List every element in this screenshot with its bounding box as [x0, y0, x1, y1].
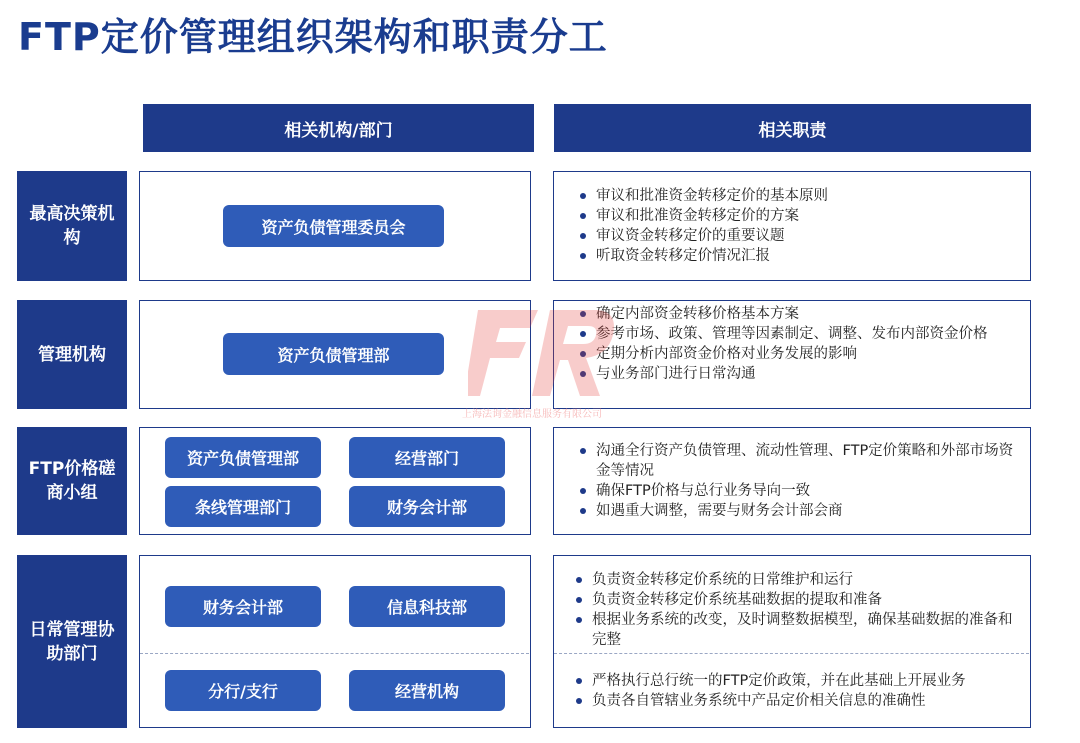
duty-list [576, 441, 1016, 521]
duty-item: 参考市场、政策、管理等因素制定、调整、发布内部资金价格 [576, 324, 1016, 344]
dept-alco: 资产负债管理委员会 [223, 205, 444, 247]
row-label-management [17, 300, 127, 409]
duty-list-a [572, 570, 1018, 650]
duty-item: 负责资金转移定价系统的日常维护和运行 [572, 570, 1018, 590]
duty-item: 听取资金转移定价情况汇报 [576, 246, 1016, 266]
duty-item: 审议和批准资金转移定价的方案 [576, 206, 1016, 226]
row-label-ftp-group [17, 427, 127, 535]
duty-item: 确保FTP价格与总行业务导向一致 [576, 481, 1016, 501]
row-label-text: FTP价格磋商小组 [28, 459, 116, 503]
page-title: FTP定价管理组织架构和职责分工 [18, 15, 608, 59]
duty-item: 与业务部门进行日常沟通 [576, 364, 1016, 384]
org-box-top-decision [139, 171, 531, 281]
duty-list [576, 304, 1016, 384]
duty-item: 负责各自管辖业务系统中产品定价相关信息的准确性 [572, 691, 1028, 711]
org-box-ftp-group [139, 427, 531, 535]
dept-alm: 资产负债管理部 [165, 437, 321, 478]
duty-item: 沟通全行资产负债管理、流动性管理、FTP定价策略和外部市场资金等情况 [576, 441, 1016, 481]
duty-item: 负责资金转移定价系统基础数据的提取和准备 [572, 590, 1018, 610]
duty-item: 审议和批准资金转移定价的基本原则 [576, 186, 1016, 206]
header-duty: 相关职责 [554, 104, 1031, 152]
dept-it: 信息科技部 [349, 586, 505, 627]
duty-item: 定期分析内部资金价格对业务发展的影响 [576, 344, 1016, 364]
row-label-daily-support [17, 555, 127, 728]
duty-box-daily-support [553, 555, 1031, 728]
duty-item: 确定内部资金转移价格基本方案 [576, 304, 1016, 324]
dept-line-management: 条线管理部门 [165, 486, 321, 527]
dept-business: 经营部门 [349, 437, 505, 478]
row-label-text: 最高决策机构 [29, 204, 115, 248]
duty-item: 审议资金转移定价的重要议题 [576, 226, 1016, 246]
row-label-text: 日常管理协助部门 [29, 619, 115, 664]
duty-box-management [553, 300, 1031, 409]
duty-item: 严格执行总行统一的FTP定价政策，并在此基础上开展业务 [572, 671, 1028, 691]
row-label-top-decision [17, 171, 127, 281]
divider [554, 653, 1029, 654]
dept-branch: 分行/支行 [165, 670, 321, 711]
duty-box-top-decision [553, 171, 1031, 281]
dept-finance: 财务会计部 [165, 586, 321, 627]
header-org: 相关机构/部门 [143, 104, 534, 152]
row-label-text: 管理机构 [38, 344, 106, 365]
duty-item: 根据业务系统的改变，及时调整数据模型，确保基础数据的准备和完整 [572, 610, 1018, 650]
duty-list-b [572, 671, 1028, 711]
duty-box-ftp-group [553, 427, 1031, 535]
divider [140, 653, 529, 654]
org-box-daily-support [139, 555, 531, 728]
dept-alm: 资产负债管理部 [223, 333, 444, 375]
dept-operating-units: 经营机构 [349, 670, 505, 711]
watermark-text: 上海法询金融信息服务有限公司 [462, 409, 602, 420]
dept-finance: 财务会计部 [349, 486, 505, 527]
duty-item: 如遇重大调整，需要与财务会计部会商 [576, 501, 1016, 521]
duty-list [576, 186, 1016, 266]
org-box-management [139, 300, 531, 409]
